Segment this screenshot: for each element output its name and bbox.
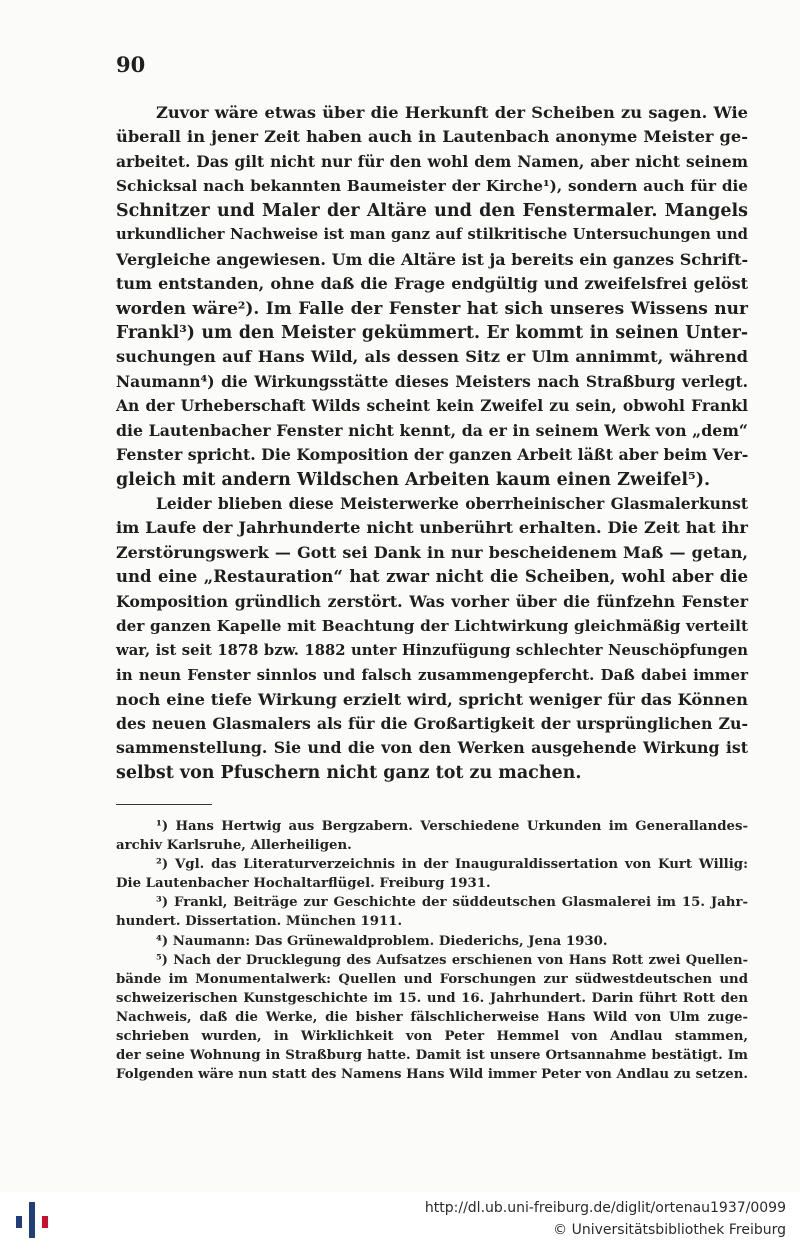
body-line: Schicksal nach bekannten Baumeister der Kirche¹), sondern auch für die xyxy=(116,177,748,196)
footnote-line: ³) Frankl, Beiträge zur Geschichte der süddeutschen Glasmalerei im 15. Jahr- xyxy=(156,895,748,911)
logo-bar-center xyxy=(29,1202,35,1238)
copyright-notice: © Universitätsbibliothek Freiburg xyxy=(553,1222,786,1238)
body-line: worden wäre²). Im Falle der Fenster hat sich unseres Wissens nur xyxy=(116,298,748,319)
body-line: Frankl³) um den Meister gekümmert. Er kommt in seinen Unter- xyxy=(116,322,748,343)
body-line: Fenster spricht. Die Komposition der ganzen Arbeit läßt aber beim Ver- xyxy=(116,445,749,465)
body-line: Schnitzer und Maler der Altäre und den Fenstermaler. Mangels xyxy=(116,200,748,221)
footnote-line: archiv Karlsruhe, Allerheiligen. xyxy=(116,838,352,854)
body-line: Leider blieben diese Meisterwerke oberrheinischer Glasmalerkunst xyxy=(156,494,748,513)
viewer-footer xyxy=(0,1192,800,1249)
body-text xyxy=(116,101,748,785)
body-line: tum entstanden, ohne daß die Frage endgültig und zweifelsfrei gelöst xyxy=(116,274,748,294)
footnote-line: Die Lautenbacher Hochaltarflügel. Freiburg 1931. xyxy=(116,876,491,892)
body-line: des neuen Glasmalers als für die Großartigkeit der ursprünglichen Zu- xyxy=(116,713,748,733)
body-line: die Lautenbacher Fenster nicht kennt, da er in seinem Werk von „dem“ xyxy=(116,420,748,440)
footnote-line: bände im Monumentalwerk: Quellen und Forschungen zur südwestdeutschen und xyxy=(116,971,748,987)
footnotes xyxy=(116,817,748,1084)
footnote-line: hundert. Dissertation. München 1911. xyxy=(116,914,403,930)
body-line: war, ist seit 1878 bzw. 1882 unter Hinzufügung schlechter Neuschöpfungen xyxy=(116,641,748,659)
footnote-line: ⁵) Nach der Drucklegung des Aufsatzes erschienen von Hans Rott zwei Quellen- xyxy=(156,952,748,968)
footnote-line: schweizerischen Kunstgeschichte im 15. und 16. Jahrhundert. Darin führt Rott den xyxy=(116,990,748,1006)
footnote-line: ¹) Hans Hertwig aus Bergzabern. Verschiedene Urkunden im Generallandes- xyxy=(156,819,748,834)
university-library-logo-icon xyxy=(12,1198,52,1242)
footnote-line: Nachweis, daß die Werke, die bisher fälschlicherweise Hans Wild von Ulm zuge- xyxy=(116,1009,748,1025)
body-line: gleich mit andern Wildschen Arbeiten kaum einen Zweifel⁵). xyxy=(116,469,711,490)
source-url-link[interactable]: http://dl.ub.uni-freiburg.de/diglit/ortenau1937/0099 xyxy=(424,1200,786,1216)
body-line: der ganzen Kapelle mit Beachtung der Lichtwirkung gleichmäßig verteilt xyxy=(116,617,748,636)
page-number: 90 xyxy=(116,52,146,77)
body-line: Zerstörungswerk — Gott sei Dank in nur bescheidenem Maß — getan, xyxy=(116,542,748,562)
body-line: im Laufe der Jahrhunderte nicht unberührt erhalten. Die Zeit hat ihr xyxy=(116,518,748,538)
body-line: in neun Fenster sinnlos und falsch zusammengepfercht. Daß dabei immer xyxy=(116,666,748,685)
logo-bar-left xyxy=(16,1216,22,1228)
body-line: sammenstellung. Sie und die von den Werken ausgehende Wirkung ist xyxy=(116,738,748,758)
footnote-line: Folgenden wäre nun statt des Namens Hans Wild immer Peter von Andlau zu setzen. xyxy=(116,1067,748,1083)
body-line: Zuvor wäre etwas über die Herkunft der Scheiben zu sagen. Wie xyxy=(156,103,748,122)
body-line: und eine „Restauration“ hat zwar nicht die Scheiben, wohl aber die xyxy=(116,567,748,587)
body-line: arbeitet. Das gilt nicht nur für den wohl dem Namen, aber nicht seinem xyxy=(116,151,748,171)
body-line: Komposition gründlich zerstört. Was vorher über die fünfzehn Fenster xyxy=(116,591,748,611)
body-line: suchungen auf Hans Wild, als dessen Sitz er Ulm annimmt, während xyxy=(116,347,748,367)
footnote-line: ⁴) Naumann: Das Grünewaldproblem. Diederichs, Jena 1930. xyxy=(156,933,608,949)
body-line: selbst von Pfuschern nicht ganz tot zu machen. xyxy=(116,762,582,783)
body-line: An der Urheberschaft Wilds scheint kein Zweifel zu sein, obwohl Frankl xyxy=(116,396,748,416)
footnote-line: schrieben wurden, in Wirklichkeit von Peter Hemmel von Andlau stammen, xyxy=(116,1029,748,1045)
body-line: überall in jener Zeit haben auch in Lautenbach anonyme Meister ge- xyxy=(116,127,748,147)
footnote-line: der seine Wohnung in Straßburg hatte. Damit ist unsere Ortsannahme bestätigt. Im xyxy=(116,1048,748,1064)
body-line: urkundlicher Nachweise ist man ganz auf stilkritische Untersuchungen und xyxy=(116,226,748,244)
logo-bar-right xyxy=(42,1216,48,1228)
footnote-divider xyxy=(116,804,212,805)
body-line: Naumann⁴) die Wirkungsstätte dieses Meisters nach Straßburg verlegt. xyxy=(116,371,748,391)
footnote-line: ²) Vgl. das Literaturverzeichnis in der Inauguraldissertation von Kurt Willig: xyxy=(156,857,748,873)
body-line: noch eine tiefe Wirkung erzielt wird, spricht weniger für das Können xyxy=(116,689,748,709)
body-line: Vergleiche angewiesen. Um die Altäre ist ja bereits ein ganzes Schrift- xyxy=(116,249,749,269)
